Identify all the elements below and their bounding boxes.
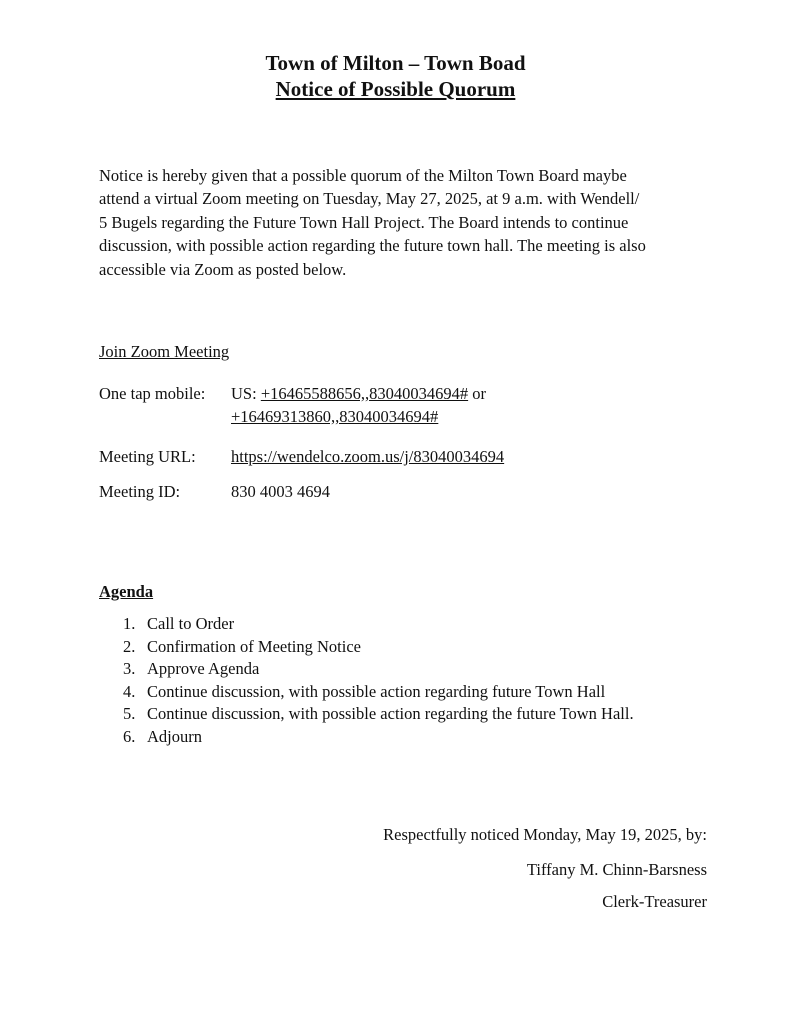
- agenda-item-text: Continue discussion, with possible action regarding the future Town Hall.: [147, 704, 634, 724]
- agenda-heading: Agenda: [99, 582, 154, 601]
- agenda-item-text: Adjourn: [147, 726, 202, 746]
- page-subtitle: Notice of Possible Quorum: [275, 77, 516, 101]
- one-tap-line-2: [231, 407, 438, 427]
- agenda-item: [123, 681, 634, 704]
- one-tap-number-1-link[interactable]: +16465588656,,83040034694#: [260, 384, 469, 403]
- one-tap-or: or: [468, 384, 486, 403]
- agenda-item: [123, 613, 634, 636]
- agenda-item-text: Call to Order: [147, 614, 235, 633]
- meeting-url-label: Meeting URL:: [99, 447, 196, 466]
- agenda-item: [123, 703, 634, 726]
- notice-line: attend a virtual Zoom meeting on Tuesday, May 27, 2025, at 9 a.m. with Wendell/: [99, 189, 640, 209]
- one-tap-number-2-link[interactable]: +16469313860,,83040034694#: [231, 407, 439, 426]
- agenda-item-text: Approve Agenda: [147, 659, 260, 679]
- agenda-item: [123, 658, 634, 681]
- agenda-item: [123, 636, 634, 659]
- one-tap-label: One tap mobile:: [99, 384, 206, 403]
- agenda-item-text: Continue discussion, with possible action regarding future Town Hall: [147, 681, 606, 701]
- agenda-item-number: 1.: [123, 614, 136, 633]
- meeting-id-label: Meeting ID:: [99, 482, 181, 501]
- notice-line: Notice is hereby given that a possible quorum of the Milton Town Board maybe: [99, 166, 627, 185]
- meeting-url-value: [231, 447, 504, 467]
- page-title: Town of Milton – Town Boad: [265, 51, 526, 75]
- notice-line: discussion, with possible action regarding the future town hall. The meeting is also: [99, 236, 646, 256]
- agenda-item: [123, 726, 634, 749]
- agenda-item-number: 5.: [123, 704, 136, 724]
- notice-paragraph: [99, 164, 719, 281]
- signer-name: Tiffany M. Chinn-Barsness: [526, 860, 707, 879]
- agenda-item-number: 3.: [123, 659, 136, 679]
- noticed-line: Respectfully noticed Monday, May 19, 2025, by:: [383, 825, 707, 844]
- one-tap-line-1: [231, 384, 486, 404]
- meeting-url-link[interactable]: https://wendelco.zoom.us/j/83040034694: [231, 447, 505, 466]
- agenda-item-number: 4.: [123, 681, 136, 701]
- meeting-id-value: 830 4003 4694: [231, 482, 330, 501]
- join-zoom-heading: Join Zoom Meeting: [99, 342, 230, 361]
- one-tap-prefix: US:: [231, 384, 261, 403]
- notice-line: 5 Bugels regarding the Future Town Hall Project. The Board intends to continue: [99, 212, 629, 232]
- agenda-list: [123, 613, 634, 749]
- agenda-item-number: 2.: [123, 636, 136, 656]
- agenda-item-text: Confirmation of Meeting Notice: [147, 636, 361, 656]
- agenda-item-number: 6.: [123, 726, 136, 746]
- notice-line: accessible via Zoom as posted below.: [99, 259, 347, 279]
- signer-role: Clerk-Treasurer: [602, 892, 707, 911]
